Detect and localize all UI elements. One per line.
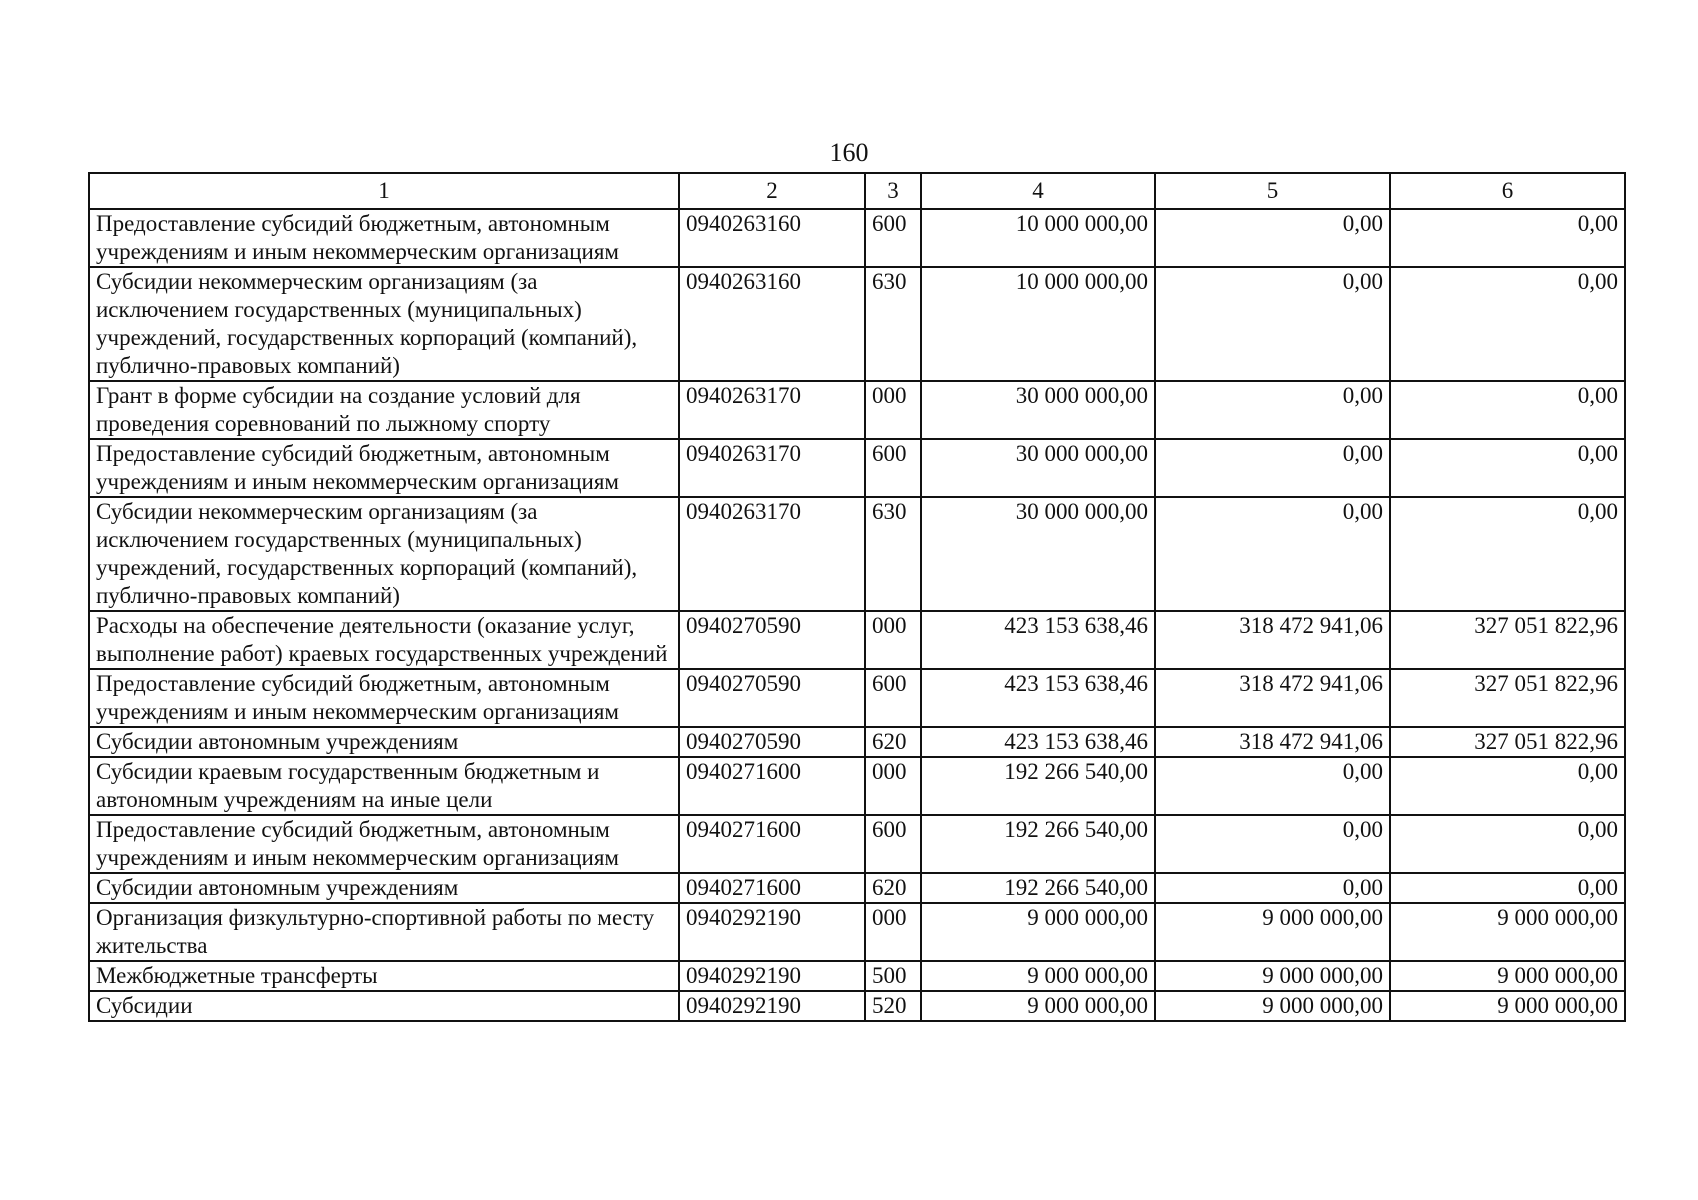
row-name: Предоставление субсидий бюджетным, автономным учреждениям и иным некоммерческим организациям — [89, 669, 679, 727]
table-row — [89, 903, 1625, 961]
row-amount-col5: 0,00 — [1155, 815, 1390, 873]
row-amount-col6: 0,00 — [1390, 497, 1625, 611]
row-name: Расходы на обеспечение деятельности (оказание услуг, выполнение работ) краевых государственных учреждений — [89, 611, 679, 669]
header-row — [89, 173, 1625, 209]
row-amount-col5: 0,00 — [1155, 873, 1390, 903]
row-amount-col5: 0,00 — [1155, 497, 1390, 611]
row-expense-type: 600 — [865, 815, 921, 873]
row-amount-col6: 9 000 000,00 — [1390, 991, 1625, 1021]
row-code: 0940270590 — [679, 727, 865, 757]
row-amount-col6: 327 051 822,96 — [1390, 669, 1625, 727]
row-amount-col4: 10 000 000,00 — [921, 209, 1155, 267]
table-row — [89, 439, 1625, 497]
row-amount-col6: 0,00 — [1390, 267, 1625, 381]
table-row — [89, 381, 1625, 439]
row-name: Субсидии некоммерческим организациям (за исключением государственных (муниципальных) учреждений, государственных корпораций (компаний), публично-правовых компаний) — [89, 497, 679, 611]
row-amount-col4: 30 000 000,00 — [921, 497, 1155, 611]
row-expense-type: 600 — [865, 439, 921, 497]
row-name: Субсидии краевым государственным бюджетным и автономным учреждениям на иные цели — [89, 757, 679, 815]
row-amount-col4: 30 000 000,00 — [921, 439, 1155, 497]
table-row — [89, 727, 1625, 757]
row-amount-col5: 0,00 — [1155, 381, 1390, 439]
row-code: 0940271600 — [679, 757, 865, 815]
table-row — [89, 991, 1625, 1021]
row-code: 0940270590 — [679, 669, 865, 727]
row-expense-type: 000 — [865, 757, 921, 815]
row-amount-col4: 9 000 000,00 — [921, 961, 1155, 991]
row-amount-col4: 192 266 540,00 — [921, 815, 1155, 873]
row-amount-col4: 192 266 540,00 — [921, 873, 1155, 903]
row-amount-col6: 0,00 — [1390, 757, 1625, 815]
column-header: 3 — [865, 173, 921, 209]
column-header: 2 — [679, 173, 865, 209]
row-name: Субсидии автономным учреждениям — [89, 873, 679, 903]
row-amount-col5: 318 472 941,06 — [1155, 611, 1390, 669]
row-amount-col5: 318 472 941,06 — [1155, 727, 1390, 757]
row-amount-col5: 0,00 — [1155, 267, 1390, 381]
row-expense-type: 630 — [865, 267, 921, 381]
row-expense-type: 600 — [865, 669, 921, 727]
row-expense-type: 600 — [865, 209, 921, 267]
row-code: 0940263170 — [679, 439, 865, 497]
row-amount-col6: 0,00 — [1390, 439, 1625, 497]
table-row — [89, 757, 1625, 815]
row-amount-col4: 423 153 638,46 — [921, 727, 1155, 757]
column-header: 1 — [89, 173, 679, 209]
row-amount-col4: 30 000 000,00 — [921, 381, 1155, 439]
row-name: Организация физкультурно-спортивной работы по месту жительства — [89, 903, 679, 961]
row-code: 0940292190 — [679, 991, 865, 1021]
row-amount-col5: 0,00 — [1155, 209, 1390, 267]
row-code: 0940263170 — [679, 381, 865, 439]
row-name: Субсидии автономным учреждениям — [89, 727, 679, 757]
page-number: 160 — [829, 138, 869, 167]
row-amount-col4: 9 000 000,00 — [921, 991, 1155, 1021]
row-amount-col5: 0,00 — [1155, 439, 1390, 497]
table-row — [89, 497, 1625, 611]
row-expense-type: 630 — [865, 497, 921, 611]
row-code: 0940271600 — [679, 873, 865, 903]
row-expense-type: 000 — [865, 381, 921, 439]
row-amount-col6: 9 000 000,00 — [1390, 903, 1625, 961]
table-row — [89, 209, 1625, 267]
row-amount-col4: 423 153 638,46 — [921, 669, 1155, 727]
table-row — [89, 961, 1625, 991]
row-code: 0940263170 — [679, 497, 865, 611]
row-name: Предоставление субсидий бюджетным, автономным учреждениям и иным некоммерческим организациям — [89, 209, 679, 267]
row-code: 0940292190 — [679, 961, 865, 991]
row-amount-col4: 192 266 540,00 — [921, 757, 1155, 815]
row-code: 0940263160 — [679, 209, 865, 267]
row-code: 0940270590 — [679, 611, 865, 669]
row-expense-type: 620 — [865, 727, 921, 757]
row-amount-col4: 423 153 638,46 — [921, 611, 1155, 669]
row-code: 0940271600 — [679, 815, 865, 873]
row-expense-type: 500 — [865, 961, 921, 991]
row-amount-col6: 0,00 — [1390, 873, 1625, 903]
row-amount-col6: 9 000 000,00 — [1390, 961, 1625, 991]
column-header: 5 — [1155, 173, 1390, 209]
column-header: 6 — [1390, 173, 1625, 209]
row-amount-col5: 9 000 000,00 — [1155, 991, 1390, 1021]
row-amount-col5: 0,00 — [1155, 757, 1390, 815]
row-amount-col6: 0,00 — [1390, 381, 1625, 439]
row-expense-type: 000 — [865, 611, 921, 669]
row-amount-col6: 327 051 822,96 — [1390, 727, 1625, 757]
row-code: 0940292190 — [679, 903, 865, 961]
table-row — [89, 815, 1625, 873]
row-amount-col4: 10 000 000,00 — [921, 267, 1155, 381]
row-amount-col6: 0,00 — [1390, 209, 1625, 267]
row-name: Грант в форме субсидии на создание условий для проведения соревнований по лыжному спорту — [89, 381, 679, 439]
row-expense-type: 000 — [865, 903, 921, 961]
row-name: Предоставление субсидий бюджетным, автономным учреждениям и иным некоммерческим организациям — [89, 815, 679, 873]
row-amount-col5: 9 000 000,00 — [1155, 903, 1390, 961]
row-name: Предоставление субсидий бюджетным, автономным учреждениям и иным некоммерческим организациям — [89, 439, 679, 497]
row-amount-col5: 9 000 000,00 — [1155, 961, 1390, 991]
row-name: Субсидии некоммерческим организациям (за исключением государственных (муниципальных) учреждений, государственных корпораций (компаний), публично-правовых компаний) — [89, 267, 679, 381]
column-header: 4 — [921, 173, 1155, 209]
row-amount-col4: 9 000 000,00 — [921, 903, 1155, 961]
row-expense-type: 520 — [865, 991, 921, 1021]
row-amount-col6: 327 051 822,96 — [1390, 611, 1625, 669]
budget-table — [88, 172, 1626, 1022]
row-name: Субсидии — [89, 991, 679, 1021]
table-row — [89, 873, 1625, 903]
row-code: 0940263160 — [679, 267, 865, 381]
table-row — [89, 611, 1625, 669]
row-amount-col6: 0,00 — [1390, 815, 1625, 873]
row-amount-col5: 318 472 941,06 — [1155, 669, 1390, 727]
row-name: Межбюджетные трансферты — [89, 961, 679, 991]
table-row — [89, 267, 1625, 381]
table-row — [89, 669, 1625, 727]
row-expense-type: 620 — [865, 873, 921, 903]
